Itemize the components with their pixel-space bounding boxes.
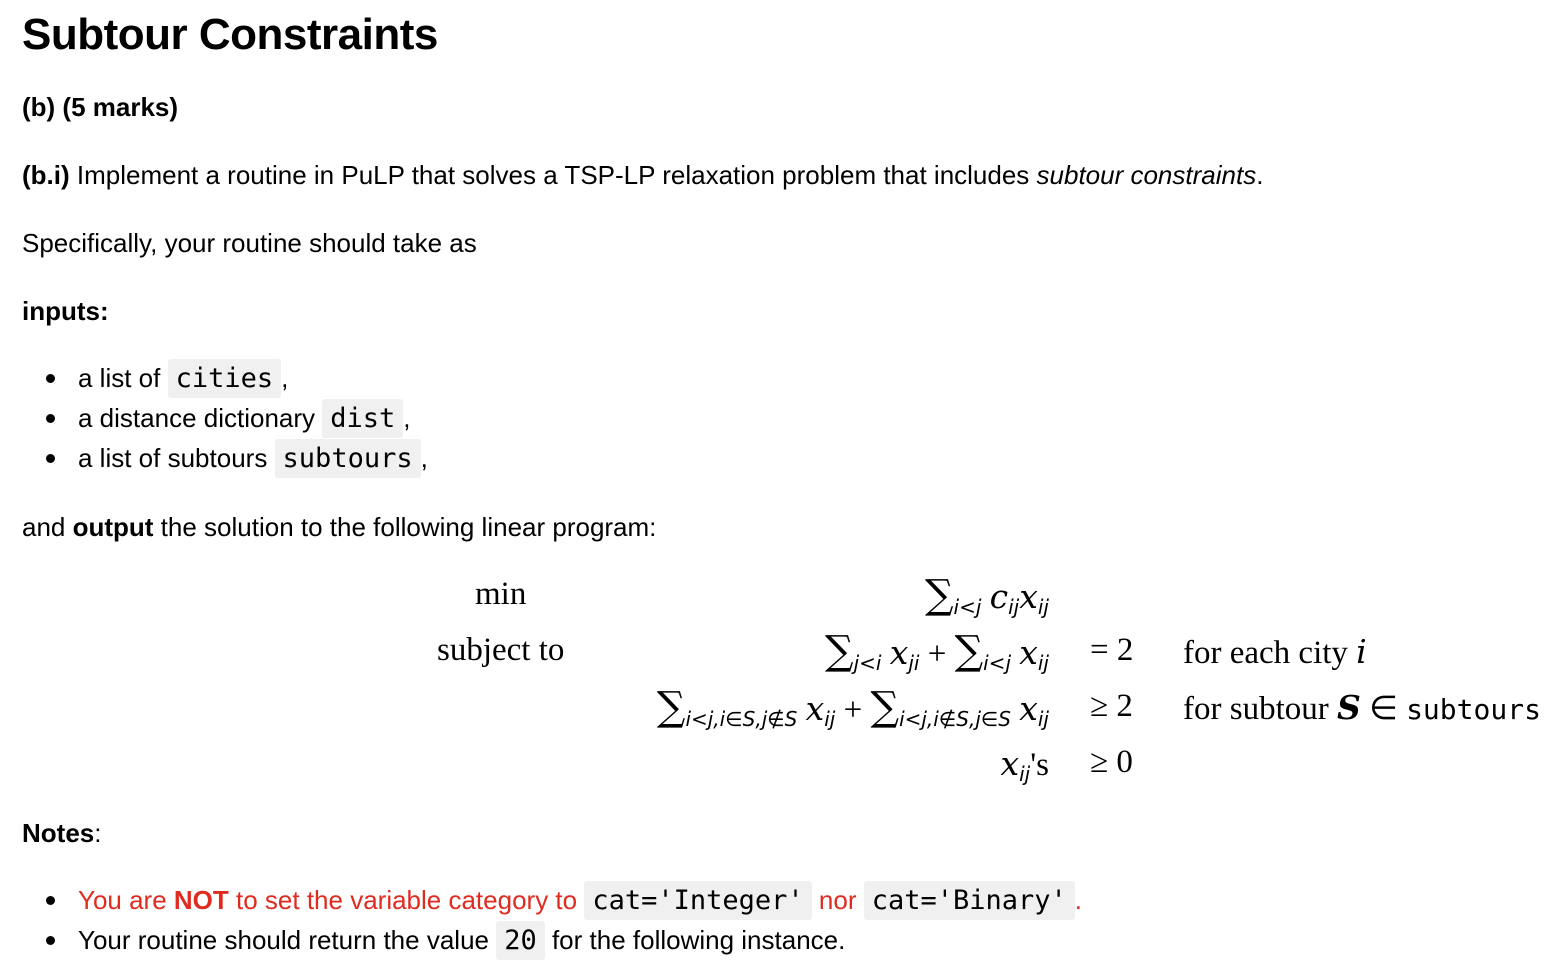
list-item: a distance dictionary dist , <box>22 398 428 438</box>
list-item: Your routine should return the value 20 for the following instance. <box>22 920 1082 960</box>
code-cat-integer: cat='Integer' <box>584 881 811 920</box>
inputs-list <box>22 358 428 478</box>
lp-constraint-subtour: $\sum_{i<j,i\in S,j\notin S}$ $x_{ij} + \sum_{i<j,i\notin S,j\in S}$ $x_{ij}$ <box>656 684 1049 731</box>
part-bi-end: . <box>1256 160 1264 190</box>
part-bi-label: (b.i) <box>22 160 70 190</box>
part-bi-emphasis: subtour constraints <box>1036 160 1257 190</box>
lp-constraint-subtour-cond: for subtour S ∈ subtours <box>1183 688 1541 727</box>
list-item: a list of subtours subtours , <box>22 438 428 478</box>
code-subtours: subtours <box>275 439 421 478</box>
bullet-icon <box>46 896 55 905</box>
lp-subject-to-label: subject to <box>437 632 565 668</box>
list-item: a list of cities , <box>22 358 428 398</box>
lp-constraint-degree-cond: for each city i <box>1183 632 1367 671</box>
code-cities: cities <box>168 359 282 398</box>
list-item: You are NOT to set the variable category to cat='Integer' nor cat='Binary' . <box>22 880 1082 920</box>
code-cat-binary: cat='Binary' <box>864 881 1075 920</box>
code-dist: dist <box>322 399 403 438</box>
bullet-icon <box>46 374 55 383</box>
lp-min-label: min <box>475 576 527 612</box>
lp-constraint-nonneg: $x_{ij}'s$ <box>1000 744 1049 786</box>
lp-objective: $\sum_{i<j}$ $c_{ij}x_{ij}$ <box>924 572 1049 619</box>
part-bi-text: Implement a routine in PuLP that solves a TSP-LP relaxation problem that includes <box>69 160 1037 190</box>
notes-heading: Notes: <box>22 818 102 848</box>
code-value-20: 20 <box>496 921 545 960</box>
specifically-text: Specifically, your routine should take as <box>22 228 477 258</box>
page-title: Subtour Constraints <box>22 10 438 59</box>
lp-constraint-subtour-rel: ≥ 2 <box>1090 688 1133 724</box>
bullet-icon <box>46 414 55 423</box>
output-paragraph: and output the solution to the following linear program: <box>22 512 657 542</box>
bullet-icon <box>46 454 55 463</box>
part-bi-paragraph <box>22 160 1263 191</box>
lp-constraint-nonneg-rel: ≥ 0 <box>1090 744 1133 780</box>
output-bold: output <box>72 512 154 542</box>
bullet-icon <box>46 936 55 945</box>
inputs-label: inputs: <box>22 296 109 326</box>
part-b-heading: (b) (5 marks) <box>22 92 179 122</box>
lp-subtours-code: subtours <box>1406 693 1541 726</box>
lp-constraint-degree: $\sum_{j<i}$ $x_{ji} + \sum_{i<j}$ $x_{ij}$ <box>825 628 1049 675</box>
notes-list <box>22 880 1082 960</box>
lp-constraint-degree-rel: = 2 <box>1090 632 1134 668</box>
